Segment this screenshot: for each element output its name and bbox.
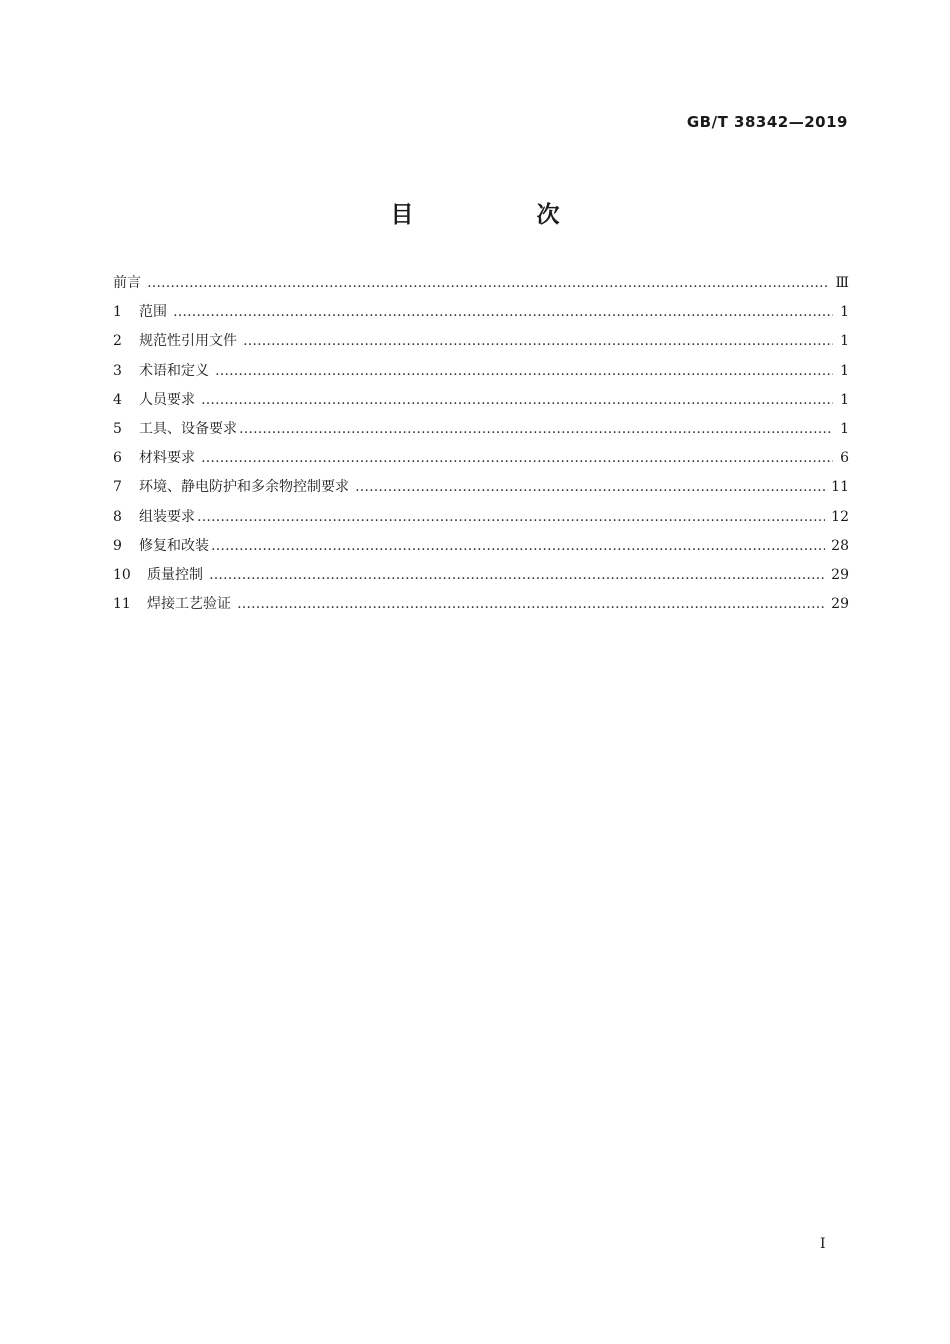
toc-entry-label: 焊接工艺验证	[147, 596, 231, 613]
toc-entry-number: 1	[113, 304, 122, 321]
standard-code: GB/T 38342—2019	[686, 113, 848, 131]
toc-entry-page: 11	[831, 479, 849, 496]
toc-entry-4[interactable]	[113, 389, 849, 418]
toc-entry-page: 1	[840, 362, 849, 379]
toc-entry-page: 1	[840, 333, 849, 350]
toc-entry-number: 3	[113, 362, 122, 379]
toc-entry-page: 6	[840, 450, 849, 467]
toc-leader-dots	[239, 421, 833, 437]
toc-leader-dots	[147, 275, 829, 291]
toc-entry-label: 前言	[113, 275, 141, 291]
toc-leader-dots	[215, 363, 833, 379]
toc-entry-number: 2	[113, 333, 122, 350]
toc-entry-number: 7	[113, 479, 122, 496]
toc-entry-label: 材料要求	[139, 450, 195, 467]
toc-leader-dots	[201, 450, 833, 466]
table-of-contents	[113, 272, 849, 622]
toc-entry-label: 人员要求	[139, 391, 195, 408]
toc-title: 目 次	[390, 202, 610, 228]
toc-entry-number: 4	[113, 391, 122, 408]
toc-entry-number: 11	[113, 596, 131, 613]
toc-entry-number: 10	[113, 566, 131, 583]
toc-entry-page: 29	[831, 566, 849, 583]
toc-entry-number: 5	[113, 420, 122, 437]
toc-entry-5[interactable]	[113, 418, 849, 447]
toc-entry-page: 1	[840, 304, 849, 321]
toc-entry-page: 1	[840, 391, 849, 408]
page-number: I	[820, 1236, 826, 1252]
toc-entry-label: 术语和定义	[139, 362, 209, 379]
toc-leader-dots	[197, 509, 825, 525]
toc-entry-page: 29	[831, 596, 849, 613]
toc-entry-number: 9	[113, 537, 122, 554]
toc-entry-number: 6	[113, 450, 122, 467]
toc-leader-dots	[209, 567, 825, 583]
toc-leader-dots	[201, 392, 833, 408]
toc-entry-page: Ⅲ	[835, 275, 849, 291]
toc-entry-label: 修复和改装	[139, 537, 209, 554]
toc-leader-dots	[243, 333, 833, 349]
toc-entry-1[interactable]	[113, 301, 849, 330]
toc-entry-6[interactable]	[113, 447, 849, 476]
toc-entry-9[interactable]	[113, 535, 849, 564]
toc-entry-2[interactable]	[113, 330, 849, 359]
toc-entry-label: 规范性引用文件	[139, 333, 237, 350]
toc-entry-3[interactable]	[113, 360, 849, 389]
toc-entry-label: 环境、静电防护和多余物控制要求	[139, 479, 349, 496]
toc-entry-label: 工具、设备要求	[139, 420, 237, 437]
toc-entry-foreword[interactable]	[113, 272, 849, 301]
toc-entry-7[interactable]	[113, 476, 849, 505]
toc-entry-page: 12	[831, 508, 849, 525]
toc-entry-8[interactable]	[113, 506, 849, 535]
toc-entry-label: 组装要求	[139, 508, 195, 525]
toc-leader-dots	[237, 596, 825, 612]
toc-entry-11[interactable]	[113, 593, 849, 622]
toc-leader-dots	[355, 479, 825, 495]
toc-entry-10[interactable]	[113, 564, 849, 593]
toc-leader-dots	[173, 304, 833, 320]
toc-entry-label: 范围	[139, 304, 167, 321]
toc-entry-page: 1	[840, 420, 849, 437]
toc-entry-page: 28	[831, 537, 849, 554]
toc-entry-number: 8	[113, 508, 122, 525]
toc-leader-dots	[211, 538, 825, 554]
toc-entry-label: 质量控制	[147, 566, 203, 583]
